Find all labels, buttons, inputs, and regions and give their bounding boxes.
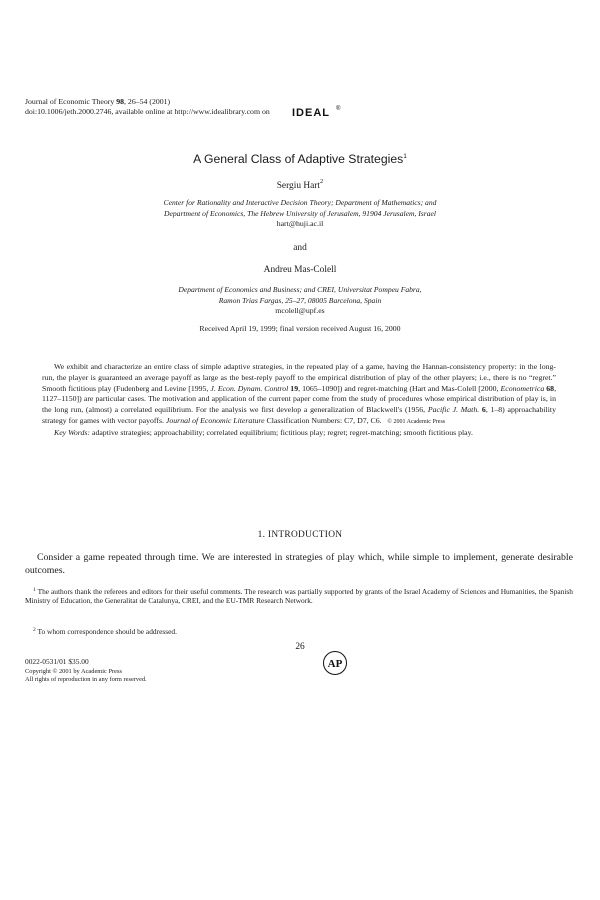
title-footnote-mark: 1 xyxy=(403,153,407,160)
and-separator: and xyxy=(293,243,307,253)
author-2-affiliation: Department of Economics and Business; and CREI, Universitat Pompeu Fabra, Ramon Trias Fargas, 25–27, 08005 Barcelona, Spain xyxy=(178,285,422,305)
author-1-name: Sergiu Hart$^2$ xyxy=(276,178,324,191)
journal-header xyxy=(25,97,270,116)
journal-volume: 98 xyxy=(116,97,125,106)
author-2-name: Andreu Mas-Colell xyxy=(263,265,337,275)
footnote-2: $^2$ To whom correspondence should be addressed. xyxy=(33,627,177,636)
footnote-2-mark: 2 xyxy=(33,627,36,633)
section-heading: 1. INTRODUCTION xyxy=(257,530,343,540)
journal-pages: , 26–54 (2001) xyxy=(124,97,171,106)
intro-paragraph: Consider a game repeated through time. We are interested in strategies of play which, while simple to implement, generate desirable outcomes. xyxy=(25,552,573,576)
footnote-1: $^1$ The authors thank the referees and editors for their useful comments. The research was partially supported by grants of the Israel Academy of Sciences and Humanities, the Spanish Ministry of Education, the Generalitat de Catalunya, CREI, and the EU-TMR Research Network. xyxy=(25,587,573,606)
journal-citation xyxy=(25,97,270,107)
title-text: A General Class of Adaptive Strategies xyxy=(193,152,404,166)
paper-title xyxy=(0,152,600,166)
ideal-logo-text: IDEAL xyxy=(292,107,330,119)
ap-logo-text: AP xyxy=(327,658,343,670)
received-dates: Received April 19, 1999; final version received August 16, 2000 xyxy=(199,324,401,333)
ideal-logo-mark: ® xyxy=(336,106,341,112)
journal-name: Journal of Economic Theory xyxy=(25,97,117,106)
keywords: Key Words: adaptive strategies; approachability; correlated equilibrium; fictitious play; regret; regret-matching; smooth fictitious play. xyxy=(54,427,473,437)
author-1-email: hart@huji.ac.il xyxy=(276,219,324,228)
abstract-copyright: © 2001 Academic Press xyxy=(387,418,446,425)
issn-code: 0022-0531/01 $35.00 xyxy=(25,657,89,666)
copyright-line: Copyright © 2001 by Academic Press xyxy=(25,668,122,675)
ideal-logo xyxy=(292,104,342,120)
page-number: 26 xyxy=(295,642,305,652)
doi-line: doi:10.1006/jeth.2000.2746, available online at http://www.idealibrary.com on xyxy=(25,106,270,116)
rights-line: All rights of reproduction in any form reserved. xyxy=(25,676,147,683)
abstract xyxy=(42,362,556,439)
author-2-email: mcolell@upf.es xyxy=(275,306,325,315)
author-footnote-mark: 2 xyxy=(320,178,324,185)
abstract-body: We exhibit and characterize an entire class of simple adaptive strategies, in the repeated play of a game, having the Hannan-consistency property: in the long-run, the player is guaranteed an average payoff as large as the best-reply payoff to the empirical distribution of play of the other players; i.e., there is no “regret.” Smooth fictitious play (Fudenberg and Levine [1995, J. Econ. Dynam. Control 19, 1065–1090]) and regret-matching (Hart and Mas-Colell [2000, Econometrica 68, 1127–1150]) are particular cases. The motivation and application of the current paper come from the study of procedures whose empirical distribution of play is, in the long run, (almost) a correlated equilibrium. For the analysis we first develop a generalization of Blackwell's (1956, Pacific J. Math. 6, 1–8) approachability strategy for games with vector payoffs. Journal of Economic Literature Classification Numbers: C7, D7, C6. © 2001 Academic Press xyxy=(42,362,557,425)
academic-press-logo xyxy=(322,650,348,676)
footnote-1-mark: 1 xyxy=(33,587,36,593)
author-1-affiliation: Center for Rationality and Interactive Decision Theory; Department of Mathematics; and Department of Economics, The Hebrew University of Jerusalem, 91904 Jerusalem, Israel xyxy=(163,198,437,218)
